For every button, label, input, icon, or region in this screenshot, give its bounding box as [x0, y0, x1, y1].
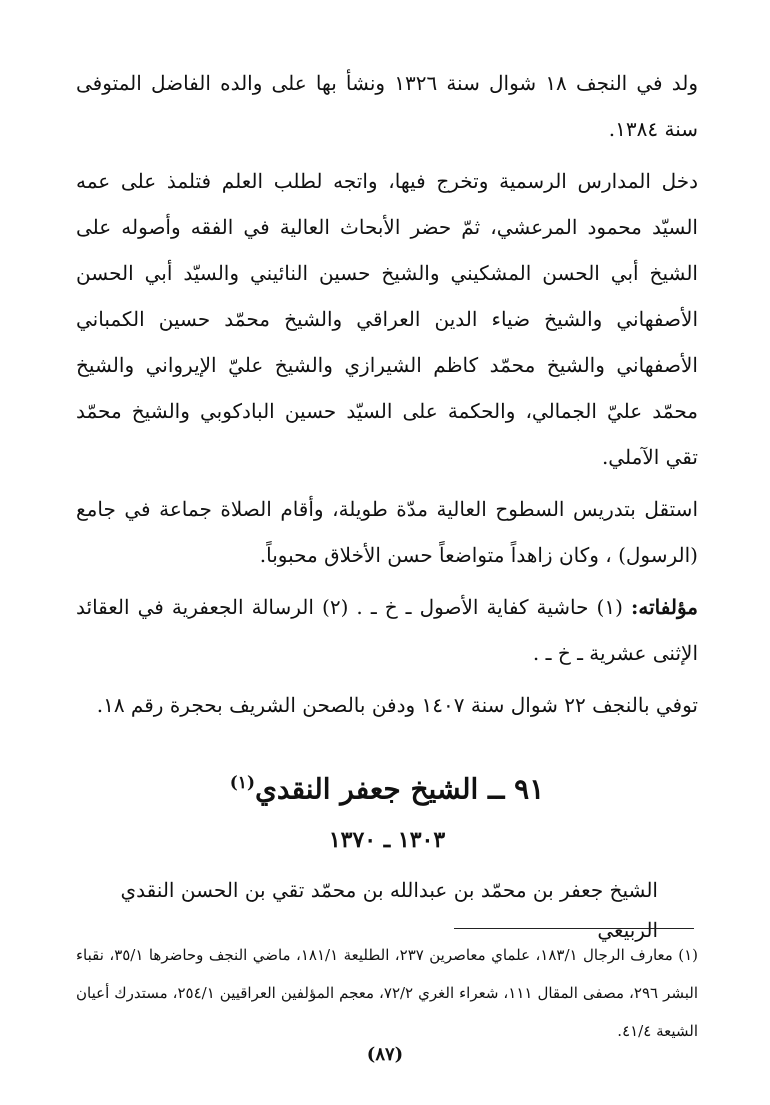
- birth-paragraph: ولد في النجف ١٨ شوال سنة ١٣٢٦ ونشأ بها على والده الفاضل المتوفى سنة ١٣٨٤.: [76, 71, 699, 141]
- entry-heading: [76, 758, 698, 814]
- works-label: مؤلفاته:: [630, 595, 698, 619]
- page-body: [76, 60, 698, 950]
- footnote-text: (١) معارف الرجال ١٨٣/١، علماي معاصرين ٢٣٧، الطليعة ١٨١/١، ماضي النجف وحاضرها ٣٥/١، نقباء البشر ٢٩٦، مصفى المقال ١١١، شعراء الغري ٧٢/٢، معجم المؤلفين العراقيين ٢٥٤/١، مستدرك أعيان الشيعة ٤١/٤.: [76, 946, 699, 1040]
- education-paragraph: دخل المدارس الرسمية وتخرج فيها، واتجه لطلب العلم فتلمذ على عمه السيّد محمود المرعشي، ثمّ حضر الأبحاث العالية في الفقه وأصوله على الشيخ أبي الحسن المشكيني والشيخ حسين النائيني والسيّد أبي الحسن الأصفهاني والشيخ ضياء الدين العراقي والشيخ محمّد حسين الكمباني الأصفهاني والشيخ محمّد كاظم الشيرازي والشيخ عليّ الإيرواني والشيخ محمّد عليّ الجمالي، والحكمة على السيّد حسين البادكوبي والشيخ محمّد تقي الآملي.: [76, 169, 698, 469]
- footnote-divider: [454, 928, 694, 929]
- works-text: (١) حاشية كفاية الأصول ـ خ ـ . (٢) الرسالة الجعفرية في العقائد الإثنى عشرية ـ خ ـ .: [76, 595, 698, 665]
- works-paragraph: [76, 584, 698, 676]
- footnote-marker[interactable]: (١): [229, 773, 255, 793]
- entry-years: ١٣٠٣ ـ ١٣٧٠: [328, 827, 446, 854]
- entry-fullname: الشيخ جعفر بن محمّد بن عبدالله بن محمّد تقي بن الحسن النقدي الربيعي: [120, 878, 658, 943]
- death-paragraph: توفي بالنجف ٢٢ شوال سنة ١٤٠٧ ودفن بالصحن الشريف بحجرة رقم ١٨.: [96, 693, 698, 717]
- teaching-paragraph: استقل بتدريس السطوح العالية مدّة طويلة، وأقام الصلاة جماعة في جامع (الرسول) ، وكان زاهداً متواضعاً حسن الأخلاق محبوباً.: [76, 497, 699, 567]
- page-number: (٨٧): [366, 1044, 404, 1065]
- entry-title: ٩١ ــ الشيخ جعفر النقدي: [254, 772, 545, 806]
